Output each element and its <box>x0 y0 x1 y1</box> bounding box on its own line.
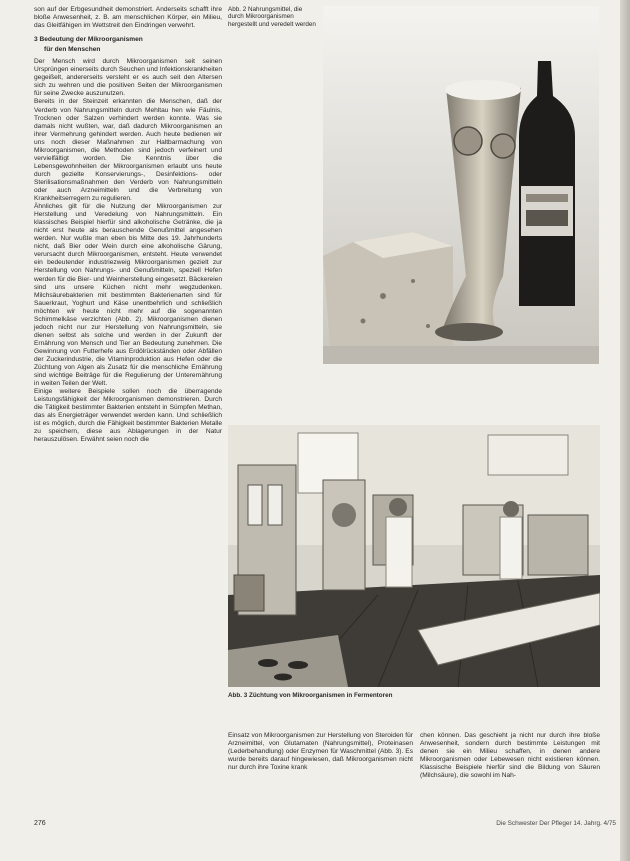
left-text-column <box>34 6 222 444</box>
figure-2-photo <box>323 6 599 364</box>
figure-3-photo <box>228 425 600 687</box>
paragraph-3: Ähnliches gilt für die Nutzung der Mikroorganismen zur Herstellung und Veredelung von Nahrungsmitteln. Ein klassisches Beispiel hierfür sind alkoholische Getränke, die ja nicht erst heute als berauschende Genußmittel angesehen werden. Nur wußte man eben bis Mitte des 19. Jahrhunderts nicht, daß Bier oder Wein durch eine alkoholische Gärung, verursacht durch Mikroorganismen, entsteht. Heute verwendet ein bedeutender industriezweig Mikroorganismen gezielt zur Herstellung von Nahrungs- und Genußmitteln, speziell Hefen werden für die Bier- und Weinherstellung eingesetzt. Bäckereien sind uns unsere Küchen nicht mehr wegzudenken. Milchsäurebakterien mit bestimmten Bakterienarten sind für Sauerkraut, Yoghurt und Käse unentbehrlich und schließlich möchten wir heute nicht mehr auf die sogenannten Schimmelkäse verzichten (Abb. 2). Mikroorganismen dienen jedoch nicht nur zur Herstellung von Nahrungsmitteln, sie dienen selbst als solche und werden in der Zukunft der Ernährung von Mensch und Tier an Bedeutung zunehmen. Die Gewinnung von Futterhefe aus Erdölrückständen oder Abfällen der Zuckerindustrie, die Vitaminproduktion aus Hefen oder die Züchtung von Algen als Zusatz für die menschliche Ernährung sind wichtige Beiträge für die Regulierung der Unterernährung in weiten Teilen der Welt. <box>34 203 222 388</box>
figure-2-caption: Abb. 2 Nahrungsmittel, die durch Mikroorganismen hergestellt und veredelt werden <box>228 6 316 28</box>
middle-text-column: Einsatz von Mikroorganismen zur Herstellung von Steroiden für Arzneimittel, von Glutamaten (Nahrungsmittel), Proteinasen (Lederbehandlung) oder Enzymen für Waschmittel (Abb. 3). Es wurde bereits darauf hingewiesen, daß Mikroorganismen nicht nur durch ihre Toxine krank <box>228 732 413 772</box>
paragraph-2: Bereits in der Steinzeit erkannten die Menschen, daß der Verderb von Nahrungsmitteln durch Mehltau hen wie Fäulnis, Trocknen oder Salzen verhindert werden konnte. Was sie damals nicht wußten, war, daß dadurch Mikroorganismen an ihrer Vermehrung gehindert werden. Auch heute bedienen wir uns noch dieser Maßnahmen zur Haltbarmachung von Mikroorganismen, die Methoden sind jedoch verfeinert und vervielfältigt worden. Die Kenntnis über die Lebensgewohnheiten der Mikroorganismen erlaubt uns heute durch gezielte Konservierungs-, Desinfektions- oder Sterilisationsmaßnahmen den Verderb von Nahrungsmitteln oder auch Arzneimitteln und die Verbreitung von Krankheitserregern zu regulieren. <box>34 98 222 203</box>
intro-paragraph: son auf der Erbgesundheit demonstriert. Anderseits schafft ihre bloße Anwesenheit, z. B. am menschlichen Körper, ein Milieu, das Gleitfähigen im Wettstreit den Eindringen verwehrt. <box>34 6 222 30</box>
paragraph-1: Der Mensch wird durch Mikroorganismen seit seinen Ursprüngen einerseits durch Seuchen und Infektionskrankheiten gegeißelt, andererseits versteht er es auch seit den Altersen sich zu wehren und die positiven Seiten der Mikroorganismen für seine Zwecke auszunutzen. <box>34 58 222 98</box>
section-heading-subtitle: für den Menschen <box>44 46 101 54</box>
right-text-column: chen können. Das geschieht ja nicht nur durch ihre bloße Anwesenheit, sondern durch bestimmte Leistungen mit denen sie ein Milieu schaffen, in denen andere Mikroorganismen oder Lebewesen nicht existieren können. Klassische Beispiele hierfür sind die Bildung von Säuren (Milchsäure), die sowohl im Nah- <box>420 732 600 780</box>
section-heading: 3 Bedeutung der Mikroorganismen <box>34 36 143 44</box>
paragraph-4: Einige weitere Beispiele sollen noch die überragende Leistungsfähigkeit der Mikroorganismen demonstrieren. Durch die Tätigkeit bestimmter Bakterien entsteht in Sümpfen Methan, das als Energieträger verwendet werden kann. Und schließlich ist es möglich, durch die Fähigkeit bestimmter Bakterien Metalle zu speichern, diese aus Ablagerungen in der Natur herauszulösen. Erwähnt seien noch die <box>34 388 222 444</box>
page-edge-shadow <box>620 0 630 861</box>
journal-footer: Die Schwester Der Pfleger 14. Jahrg. 4/75 <box>496 820 616 827</box>
page-number: 276 <box>34 820 46 827</box>
figure-3-caption: Abb. 3 Züchtung von Mikroorganismen in Fermentoren <box>228 692 393 699</box>
